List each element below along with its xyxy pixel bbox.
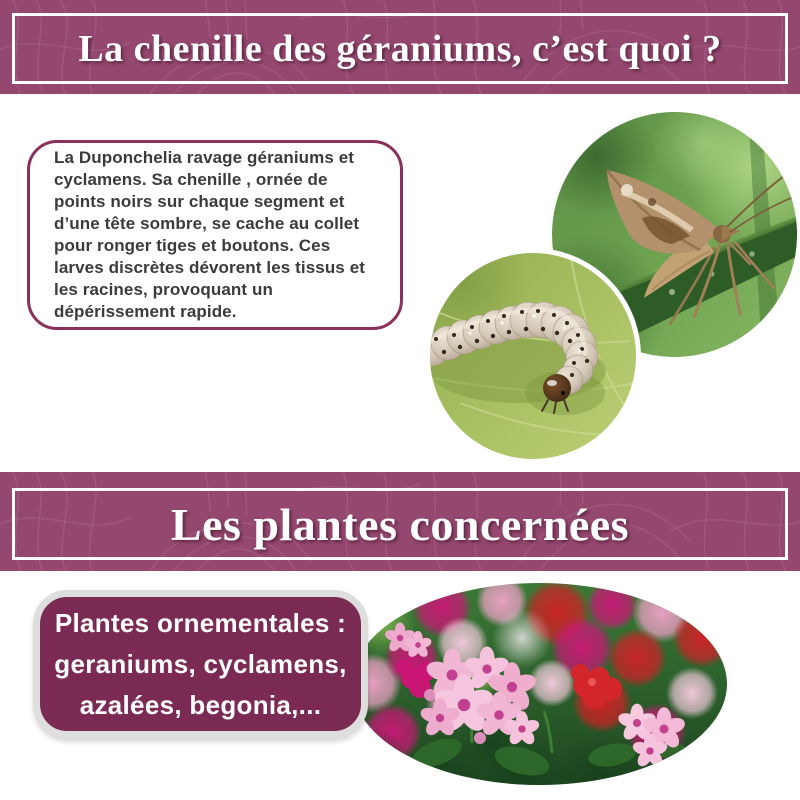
caterpillar-photo (425, 248, 641, 464)
description-text: La Duponchelia ravage géraniums et cyclamens. Sa chenille , ornée de points noirs sur chaque segment et d’une tête sombre, se cache au collet pour ronger tiges et boutons. Ces larves discrètes dévorent les tissus et les racines, provoquant un dépérissement rapide. (54, 148, 366, 321)
description-box (27, 140, 403, 330)
header-banner (0, 0, 800, 94)
section-title: Les plantes concernées (170, 498, 630, 550)
banner-frame (12, 13, 788, 84)
caterpillar-illustration (430, 253, 636, 459)
plants-box (33, 590, 368, 738)
page-title: La chenille des géraniums, c’est quoi ? (78, 27, 722, 70)
section-banner (0, 472, 800, 571)
plants-line-1: Plantes ornementales : (54, 607, 347, 638)
plants-line-3: azalées, begonia,... (79, 689, 322, 720)
flowerbed-illustration (352, 583, 727, 785)
flowers-photo (352, 583, 727, 785)
plants-line-2: geraniums, cyclamens, (54, 648, 347, 679)
banner-frame (12, 488, 788, 560)
